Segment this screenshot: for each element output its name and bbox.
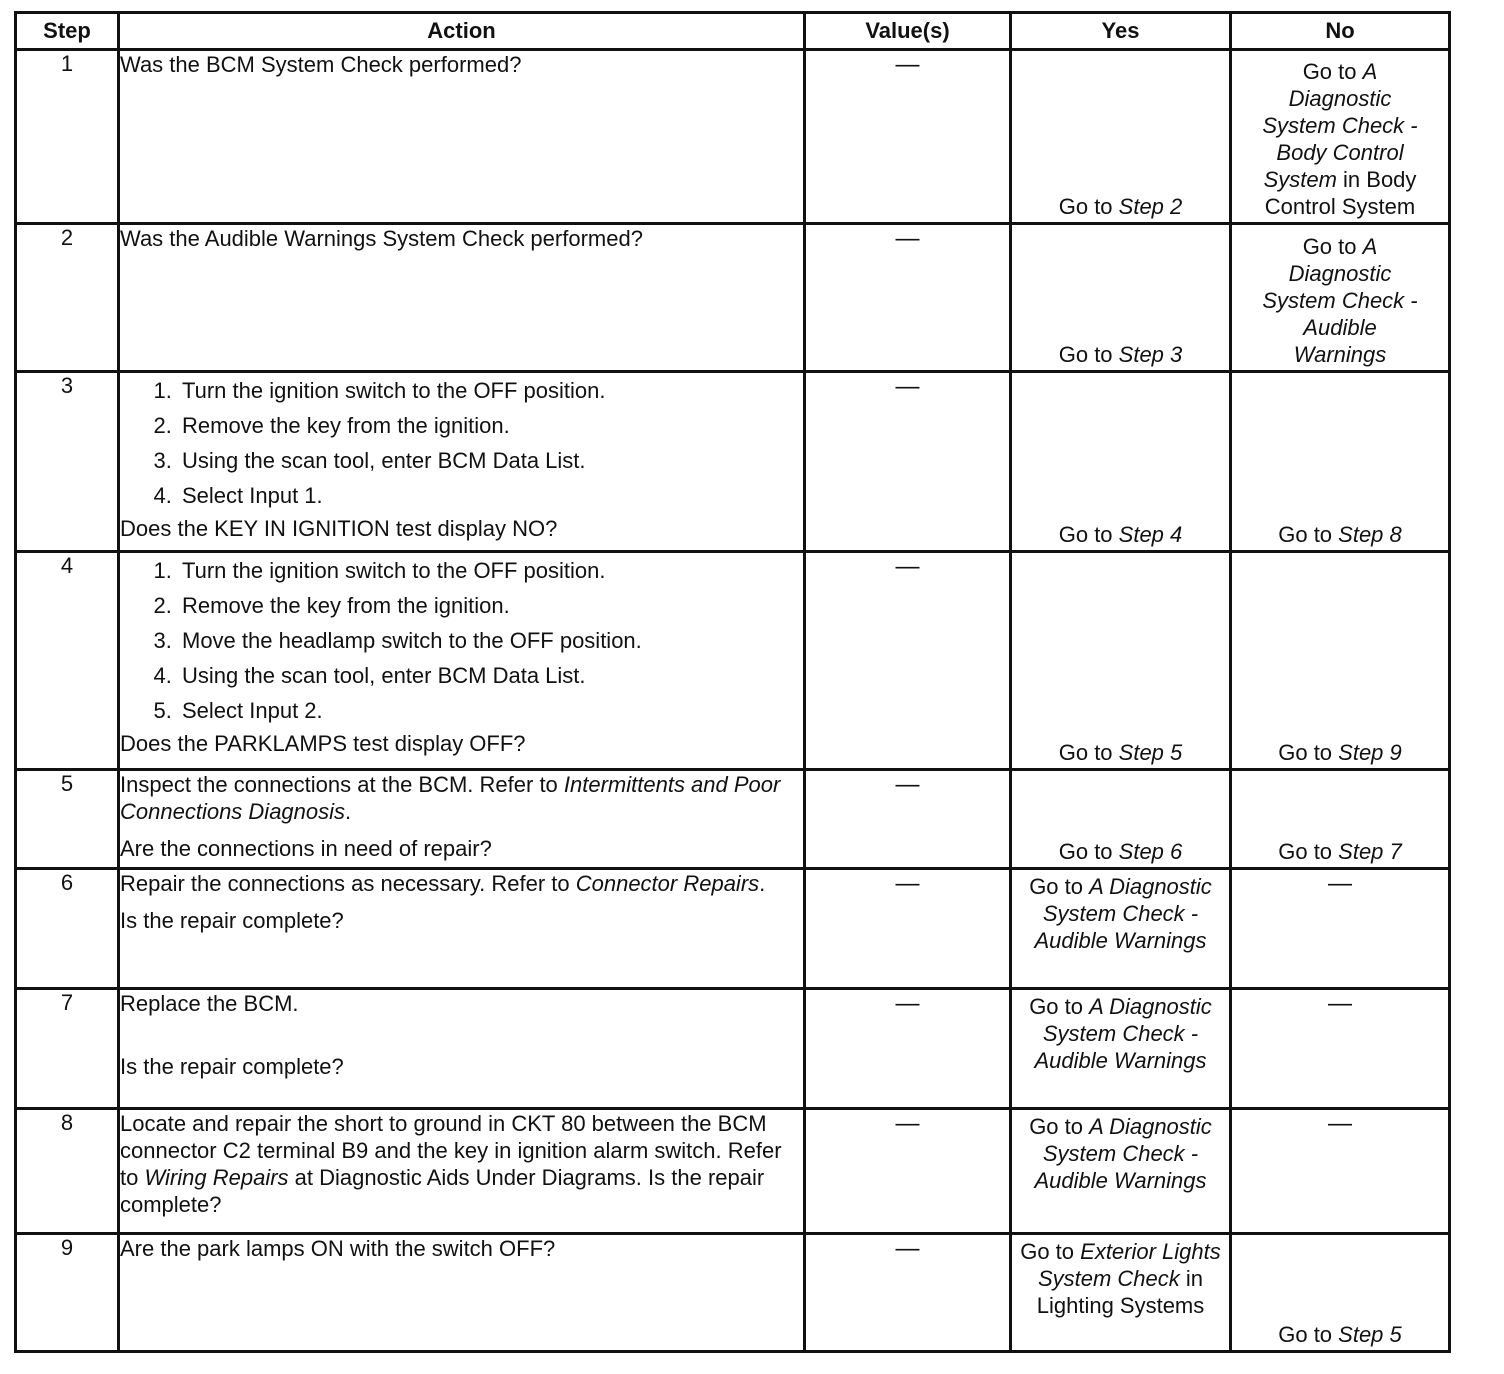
action-text: Locate and repair the short to ground in CKT 80 between the BCM connector C2 terminal B9 and the key in ignition alarm switch. Refer to bbox=[120, 1111, 782, 1190]
action-text: Repair the connections as necessary. Refer to bbox=[120, 871, 576, 896]
value-cell: — bbox=[805, 224, 1011, 372]
action-text: Are the park lamps ON with the switch OFF? bbox=[120, 1236, 556, 1261]
yes-link[interactable]: A Diagnostic System Check - Audible Warnings bbox=[1034, 874, 1212, 953]
no-prefix: Go to bbox=[1302, 59, 1363, 84]
table-row bbox=[16, 552, 1450, 770]
action-text: Inspect the connections at the BCM. Refer to bbox=[120, 772, 564, 797]
step-number: 9 bbox=[16, 1234, 119, 1352]
header-row bbox=[16, 13, 1450, 50]
step-number: 5 bbox=[16, 770, 119, 869]
list-item: 1. Turn the ignition switch to the OFF position. bbox=[178, 373, 803, 408]
action-cell bbox=[119, 1234, 805, 1352]
yes-prefix: Go to bbox=[1020, 1239, 1081, 1264]
yes-prefix: Go to bbox=[1058, 342, 1119, 367]
value-cell: — bbox=[805, 770, 1011, 869]
yes-link[interactable]: Step 4 bbox=[1118, 522, 1183, 547]
action-cell bbox=[119, 770, 805, 869]
no-prefix: Go to bbox=[1278, 1322, 1339, 1347]
list-item: 5. Select Input 2. bbox=[178, 693, 803, 728]
yes-link[interactable]: A Diagnostic System Check - Audible Warnings bbox=[1034, 1114, 1212, 1193]
yes-cell bbox=[1011, 552, 1231, 770]
action-text: Replace the BCM. bbox=[120, 991, 299, 1016]
no-prefix: Go to bbox=[1278, 740, 1339, 765]
value-cell: — bbox=[805, 1234, 1011, 1352]
action-steps bbox=[120, 373, 803, 513]
table-row bbox=[16, 989, 1450, 1109]
no-prefix: Go to bbox=[1278, 839, 1339, 864]
value-cell: — bbox=[805, 50, 1011, 224]
no-cell bbox=[1231, 552, 1450, 770]
no-cell: — bbox=[1231, 1109, 1450, 1234]
action-text-after: . bbox=[345, 799, 352, 824]
no-link[interactable]: A Diagnostic System Check - Audible Warnings bbox=[1262, 234, 1418, 367]
table-row bbox=[16, 372, 1450, 552]
yes-prefix: Go to bbox=[1058, 740, 1119, 765]
no-link[interactable]: A Diagnostic System Check - Body Control System bbox=[1262, 59, 1418, 192]
action-question: Are the connections in need of repair? bbox=[120, 836, 492, 861]
yes-cell bbox=[1011, 869, 1231, 989]
yes-cell bbox=[1011, 1234, 1231, 1352]
header-no: No bbox=[1231, 13, 1450, 50]
table-row bbox=[16, 770, 1450, 869]
yes-prefix: Go to bbox=[1058, 839, 1119, 864]
step-number: 6 bbox=[16, 869, 119, 989]
yes-cell bbox=[1011, 989, 1231, 1109]
step-number: 2 bbox=[16, 224, 119, 372]
no-link[interactable]: Step 9 bbox=[1338, 740, 1402, 765]
value-cell: — bbox=[805, 989, 1011, 1109]
table-row bbox=[16, 1234, 1450, 1352]
yes-cell bbox=[1011, 372, 1231, 552]
list-item: 4. Select Input 1. bbox=[178, 478, 803, 513]
step-number: 1 bbox=[16, 50, 119, 224]
yes-link[interactable]: Exterior Lights System Check bbox=[1037, 1239, 1221, 1291]
yes-prefix: Go to bbox=[1029, 994, 1090, 1019]
yes-cell bbox=[1011, 770, 1231, 869]
list-item: 2. Remove the key from the ignition. bbox=[178, 588, 803, 623]
header-yes: Yes bbox=[1011, 13, 1231, 50]
action-question: Does the PARKLAMPS test display OFF? bbox=[120, 731, 526, 756]
no-link[interactable]: Step 7 bbox=[1338, 839, 1402, 864]
action-question: Is the repair complete? bbox=[120, 908, 344, 933]
no-cell bbox=[1231, 224, 1450, 372]
no-link[interactable]: Step 8 bbox=[1338, 522, 1402, 547]
action-text: Was the Audible Warnings System Check performed? bbox=[120, 226, 643, 251]
yes-prefix: Go to bbox=[1058, 522, 1119, 547]
no-cell bbox=[1231, 770, 1450, 869]
action-reference-link[interactable]: Connector Repairs bbox=[575, 871, 760, 896]
action-reference-link[interactable]: Intermittents and Poor Connections Diagnosis bbox=[120, 772, 781, 824]
action-cell bbox=[119, 1109, 805, 1234]
no-cell: — bbox=[1231, 869, 1450, 989]
action-cell bbox=[119, 869, 805, 989]
yes-prefix: Go to bbox=[1029, 1114, 1090, 1139]
step-number: 4 bbox=[16, 552, 119, 770]
action-cell bbox=[119, 372, 805, 552]
header-step: Step bbox=[16, 13, 119, 50]
action-cell bbox=[119, 50, 805, 224]
action-text: Was the BCM System Check performed? bbox=[120, 52, 522, 77]
no-prefix: Go to bbox=[1278, 522, 1339, 547]
no-cell bbox=[1231, 372, 1450, 552]
table-row bbox=[16, 224, 1450, 372]
step-number: 3 bbox=[16, 372, 119, 552]
yes-prefix: Go to bbox=[1058, 194, 1119, 219]
yes-cell bbox=[1011, 224, 1231, 372]
value-cell: — bbox=[805, 869, 1011, 989]
value-cell: — bbox=[805, 1109, 1011, 1234]
table-row bbox=[16, 50, 1450, 224]
step-number: 8 bbox=[16, 1109, 119, 1234]
yes-suffix: in Lighting Systems bbox=[1036, 1266, 1205, 1318]
yes-cell bbox=[1011, 50, 1231, 224]
header-values: Value(s) bbox=[805, 13, 1011, 50]
table-row bbox=[16, 869, 1450, 989]
action-steps bbox=[120, 553, 803, 728]
yes-link[interactable]: Step 6 bbox=[1118, 839, 1183, 864]
no-prefix: Go to bbox=[1302, 234, 1363, 259]
list-item: 3. Using the scan tool, enter BCM Data List. bbox=[178, 443, 803, 478]
yes-prefix: Go to bbox=[1029, 874, 1090, 899]
yes-cell bbox=[1011, 1109, 1231, 1234]
action-question: Is the repair complete? bbox=[120, 1054, 344, 1079]
no-cell: — bbox=[1231, 989, 1450, 1109]
action-cell bbox=[119, 224, 805, 372]
list-item: 2. Remove the key from the ignition. bbox=[178, 408, 803, 443]
yes-link[interactable]: Step 2 bbox=[1118, 194, 1183, 219]
diagnostic-table bbox=[14, 11, 1451, 1353]
yes-link[interactable]: A Diagnostic System Check - Audible Warnings bbox=[1034, 994, 1212, 1073]
action-question: Does the KEY IN IGNITION test display NO? bbox=[120, 516, 558, 541]
action-cell bbox=[119, 989, 805, 1109]
action-text-after: at Diagnostic Aids Under Diagrams. Is the repair complete? bbox=[120, 1165, 765, 1217]
step-number: 7 bbox=[16, 989, 119, 1109]
yes-link[interactable]: Step 5 bbox=[1118, 740, 1183, 765]
value-cell: — bbox=[805, 372, 1011, 552]
no-link[interactable]: Step 5 bbox=[1338, 1322, 1402, 1347]
no-suffix: in Body Control System bbox=[1264, 167, 1417, 219]
action-cell bbox=[119, 552, 805, 770]
value-cell: — bbox=[805, 552, 1011, 770]
action-reference-link[interactable]: Wiring Repairs bbox=[144, 1165, 289, 1190]
action-text-after: . bbox=[759, 871, 766, 896]
header-action: Action bbox=[119, 13, 805, 50]
yes-link[interactable]: Step 3 bbox=[1118, 342, 1183, 367]
no-cell bbox=[1231, 1234, 1450, 1352]
no-cell bbox=[1231, 50, 1450, 224]
table-row bbox=[16, 1109, 1450, 1234]
list-item: 1. Turn the ignition switch to the OFF position. bbox=[178, 553, 803, 588]
list-item: 4. Using the scan tool, enter BCM Data List. bbox=[178, 658, 803, 693]
list-item: 3. Move the headlamp switch to the OFF position. bbox=[178, 623, 803, 658]
